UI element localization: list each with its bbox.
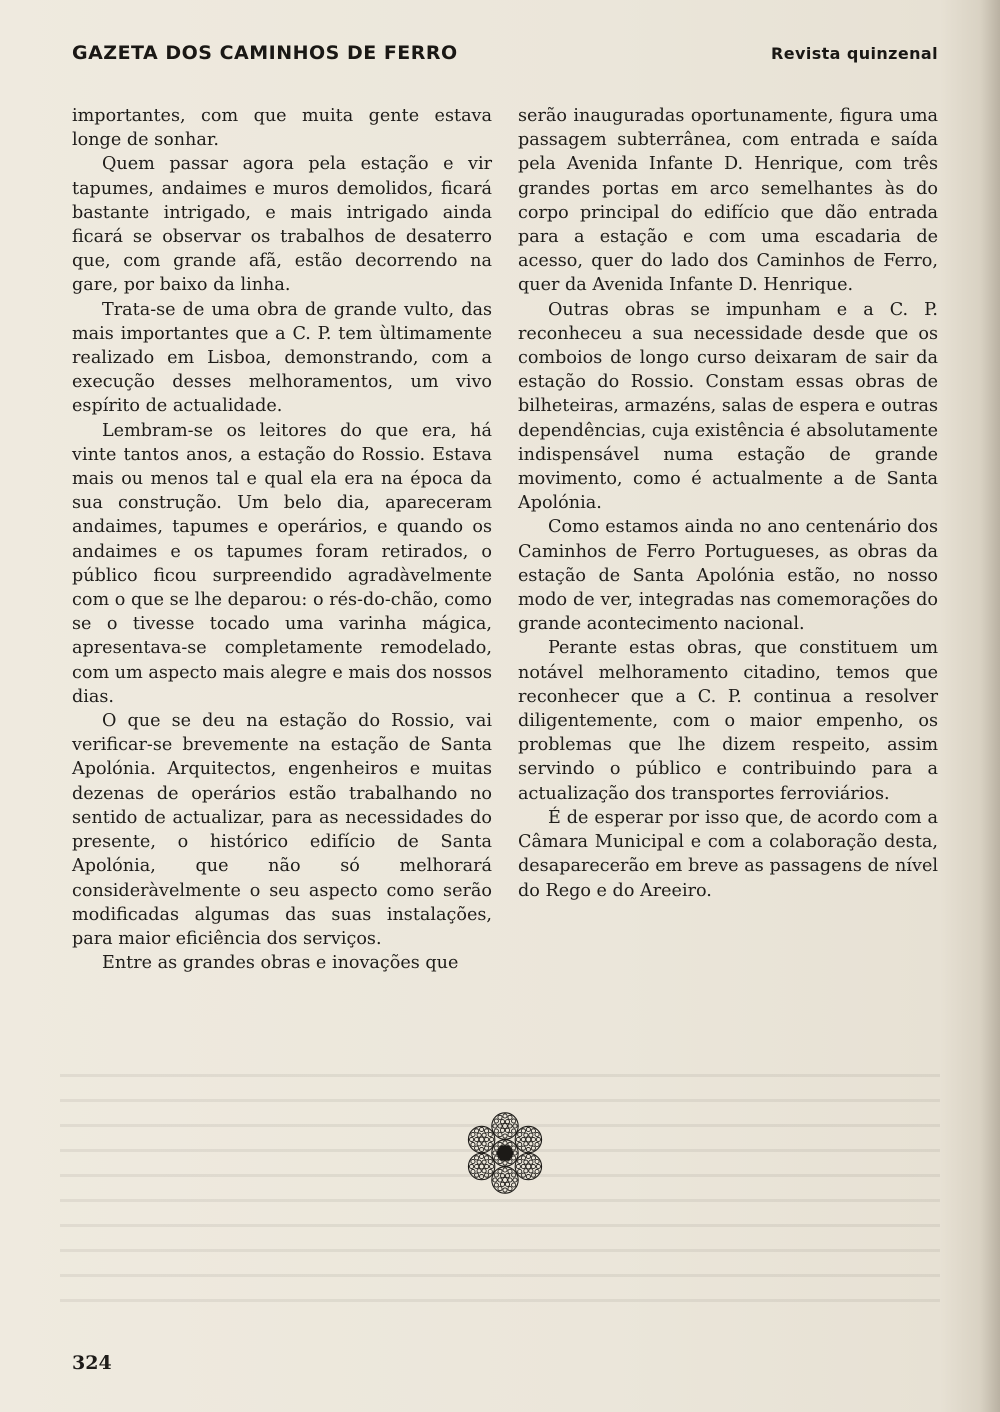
rope-wire xyxy=(508,1187,512,1191)
rope-wire xyxy=(518,1169,522,1173)
rope-wire xyxy=(529,1142,533,1146)
rope-wire xyxy=(503,1178,508,1183)
rope-wire xyxy=(500,1182,504,1186)
rope-wire xyxy=(470,1164,474,1168)
rope-wire xyxy=(494,1156,498,1160)
rope-wire xyxy=(508,1115,512,1119)
rope-wire xyxy=(494,1146,498,1150)
rope-wire xyxy=(493,1178,497,1182)
rope-wire xyxy=(508,1169,512,1173)
rope-wire xyxy=(521,1146,525,1150)
rope-wire xyxy=(475,1156,479,1160)
rope-wire xyxy=(485,1146,489,1150)
rope-wire xyxy=(485,1129,489,1133)
rope-wire xyxy=(471,1159,475,1163)
paragraph: Outras obras se impunham e a C. P. reconheceu a sua necessidade desde que os comboios de longo curso deixaram de sair da estação do Rossio. Constam essas obras de bilheteiras, armazéns, salas de espera e outras dependências, cuja existência é absolutamente indispensável numa estação de grande movimento, como é actualmente a de Santa Apolónia. xyxy=(518,299,938,514)
rope-wire xyxy=(488,1169,492,1173)
rope-wire xyxy=(535,1132,539,1136)
rope-wire xyxy=(531,1173,535,1177)
paragraph: Entre as grandes obras e inovações que xyxy=(102,953,459,974)
rope-wire xyxy=(512,1173,516,1177)
rope-wire xyxy=(529,1133,533,1137)
rope-wire xyxy=(516,1164,520,1168)
rope-wire xyxy=(526,1174,530,1178)
rope-wire xyxy=(505,1120,509,1124)
rope-wire xyxy=(529,1160,533,1164)
rope-wire xyxy=(503,1168,507,1172)
rope-strand xyxy=(515,1153,541,1179)
rope-wire xyxy=(518,1142,522,1146)
rope-wire xyxy=(521,1173,525,1177)
paragraph: O que se deu na estação do Rossio, vai verificar-se brevemente na estação de Santa Apolónia. Arquitectos, engenheiros e muitas dezenas de operários estão trabalhando no sentido de actualizar, para as necessidades do presente, o histórico edifício de Santa Apolónia, que não só melhorará consideràvelmente o seu aspecto como serão modificadas algumas das suas instalações, para maior eficiência dos serviços. xyxy=(72,711,492,949)
rope-strand xyxy=(468,1153,494,1179)
rope-wire xyxy=(480,1147,484,1151)
rope-wire xyxy=(531,1156,535,1160)
rope-strand xyxy=(492,1113,518,1139)
rope-wire xyxy=(535,1142,539,1146)
rope-wire xyxy=(494,1173,498,1177)
paragraph: É de esperar por isso que, de acordo com a Câmara Municipal e com a colaboração desta, desaparecerão em breve as passagens de nível do Rego e do Areeiro. xyxy=(518,807,938,901)
rope-wire xyxy=(524,1160,528,1164)
rope-wire xyxy=(503,1188,507,1192)
rope-wire xyxy=(500,1174,504,1178)
rope-wire xyxy=(482,1142,486,1146)
rope-wire xyxy=(488,1132,492,1136)
rope-wire xyxy=(488,1159,492,1163)
rope-wire xyxy=(477,1133,481,1137)
rope-wire xyxy=(503,1114,507,1118)
rope-wire xyxy=(512,1156,516,1160)
rope-wire xyxy=(513,1124,517,1128)
rope-wire xyxy=(508,1124,512,1128)
cable-cross-section-ornament-icon xyxy=(462,1110,548,1196)
rope-wire xyxy=(500,1128,504,1132)
rope-wire xyxy=(500,1120,504,1124)
rope-wire xyxy=(494,1183,498,1187)
rope-wire xyxy=(536,1137,540,1141)
rope-wire xyxy=(498,1178,502,1182)
rope-wire xyxy=(498,1115,502,1119)
rope-wire xyxy=(503,1124,508,1129)
page-header xyxy=(72,42,940,68)
paragraph: serão inauguradas oportunamente, figura uma passagem subterrânea, com entrada e saída pela Avenida Infante D. Henrique, com três grandes portas em arco semelhantes às do corpo principal do edifício que dão entrada para a estação e com uma escadaria de acesso, quer do lado dos Caminhos de Ferro, quer da Avenida Infante D. Henrique. xyxy=(518,106,938,296)
rope-wire xyxy=(521,1129,525,1133)
rope-wire xyxy=(470,1137,474,1141)
rope-wire xyxy=(513,1178,517,1182)
rope-wire xyxy=(493,1124,497,1128)
rope-wire xyxy=(512,1119,516,1123)
rope-wire xyxy=(535,1159,539,1163)
rope-wire xyxy=(475,1137,479,1141)
rope-wire xyxy=(498,1133,502,1137)
rope-wire xyxy=(512,1129,516,1133)
rope-wire xyxy=(485,1164,489,1168)
page-number: 324 xyxy=(72,1352,112,1374)
rope-wire xyxy=(505,1174,509,1178)
rope-wire xyxy=(535,1169,539,1173)
rope-wire xyxy=(485,1156,489,1160)
rope-wire xyxy=(503,1134,507,1138)
paragraph: importantes, com que muita gente estava longe de sonhar. xyxy=(72,106,492,151)
rope-wire xyxy=(475,1173,479,1177)
rope-wire xyxy=(475,1146,479,1150)
rope-wire xyxy=(518,1132,522,1136)
rope-wire xyxy=(531,1137,535,1141)
magazine-title: GAZETA DOS CAMINHOS DE FERRO xyxy=(72,42,458,64)
rope-strand xyxy=(468,1126,494,1152)
rope-wire xyxy=(521,1137,525,1141)
rope-wire xyxy=(536,1164,540,1168)
paragraph: Lembram-se os leitores do que era, há vinte tantos anos, a estação do Rossio. Estava mais ou menos tal e qual ela era na época da sua construção. Um belo dia, apareceram andaimes, tapumes e operários, e quando os andaimes e os tapumes foram retirados, o público ficou surpreendido agradàvelmente com o que se lhe deparou: o rés-do-chão, como se o tivesse tocado uma varinha mágica, apresentava-se completamente remodelado, com um aspecto mais alegre e mais dos nossos dias. xyxy=(72,420,492,707)
magazine-subtitle: Revista quinzenal xyxy=(771,44,938,63)
rope-wire xyxy=(512,1146,516,1150)
rope-wire xyxy=(524,1142,528,1146)
rope-wire xyxy=(516,1137,520,1141)
text-column-right xyxy=(518,104,938,903)
text-column-left xyxy=(72,104,492,975)
rope-wire xyxy=(494,1129,498,1133)
rope-wire xyxy=(521,1156,525,1160)
rope-wire xyxy=(471,1142,475,1146)
rope-wire xyxy=(482,1169,486,1173)
rope-wire xyxy=(498,1187,502,1191)
rope-wire xyxy=(526,1154,530,1158)
rope-wire xyxy=(498,1124,502,1128)
paragraph: Como estamos ainda no ano centenário dos Caminhos de Ferro Portugueses, as obras da estação de Santa Apolónia estão, no nosso modo de ver, integradas nas comemorações do grande acontecimento nacional. xyxy=(518,517,938,635)
rope-wire xyxy=(531,1146,535,1150)
rope-wire xyxy=(482,1160,486,1164)
rope-wire xyxy=(505,1128,509,1132)
rope-wire xyxy=(526,1164,531,1169)
rope-wire xyxy=(480,1127,484,1131)
rope-wire xyxy=(477,1160,481,1164)
rope-wire xyxy=(521,1164,525,1168)
rope-wire xyxy=(503,1141,507,1145)
rope-wire xyxy=(477,1142,481,1146)
rope-wire xyxy=(471,1132,475,1136)
rope-wire xyxy=(503,1161,507,1165)
paragraph: Quem passar agora pela estação e vir tapumes, andaimes e muros demolidos, ficará bastante intrigado, e mais intrigado ainda ficará se observar os trabalhos de desaterro que, com grande afã, estão decorrendo na gare, por baixo da linha. xyxy=(72,154,492,296)
rope-wire xyxy=(494,1119,498,1123)
rope-wire xyxy=(526,1137,531,1142)
rope-wire xyxy=(529,1169,533,1173)
rope-wire xyxy=(505,1182,509,1186)
rope-wire xyxy=(490,1164,494,1168)
paragraph: Trata-se de uma obra de grande vulto, das mais importantes que a C. P. tem ùltimamente realizado em Lisboa, demonstrando, com a execução desses melhoramentos, um vivo espírito de actualidade. xyxy=(72,299,492,417)
rope-wire xyxy=(477,1169,481,1173)
rope-wire xyxy=(526,1127,530,1131)
rope-strand xyxy=(492,1167,518,1193)
rope-wire xyxy=(524,1133,528,1137)
rope-wire xyxy=(488,1142,492,1146)
rope-wire xyxy=(471,1169,475,1173)
rope-wire xyxy=(526,1147,530,1151)
rope-strand xyxy=(515,1126,541,1152)
rope-wire xyxy=(485,1173,489,1177)
rope-wire xyxy=(498,1169,502,1173)
paragraph: Perante estas obras, que constituem um notável melhoramento citadino, temos que reconhecer que a C. P. continua a resolver diligentemente, com o maior empenho, os problemas que lhe dizem respeito, assim servindo o público e contribuindo para a actualização dos transportes ferroviários. xyxy=(518,638,938,804)
rope-wire xyxy=(508,1133,512,1137)
rope-wire xyxy=(480,1154,484,1158)
rope-wire xyxy=(475,1164,479,1168)
rope-wire xyxy=(531,1164,535,1168)
rope-wire xyxy=(490,1137,494,1141)
rope-wire xyxy=(485,1137,489,1141)
rope-wire xyxy=(512,1183,516,1187)
rope-wire xyxy=(508,1178,512,1182)
rope-wire xyxy=(518,1159,522,1163)
rope-wire xyxy=(475,1129,479,1133)
rope-wire xyxy=(524,1169,528,1173)
rope-wire xyxy=(479,1164,484,1169)
rope-wire xyxy=(480,1174,484,1178)
rope-wire xyxy=(482,1133,486,1137)
rope-wire xyxy=(479,1137,484,1142)
rope-wire xyxy=(531,1129,535,1133)
